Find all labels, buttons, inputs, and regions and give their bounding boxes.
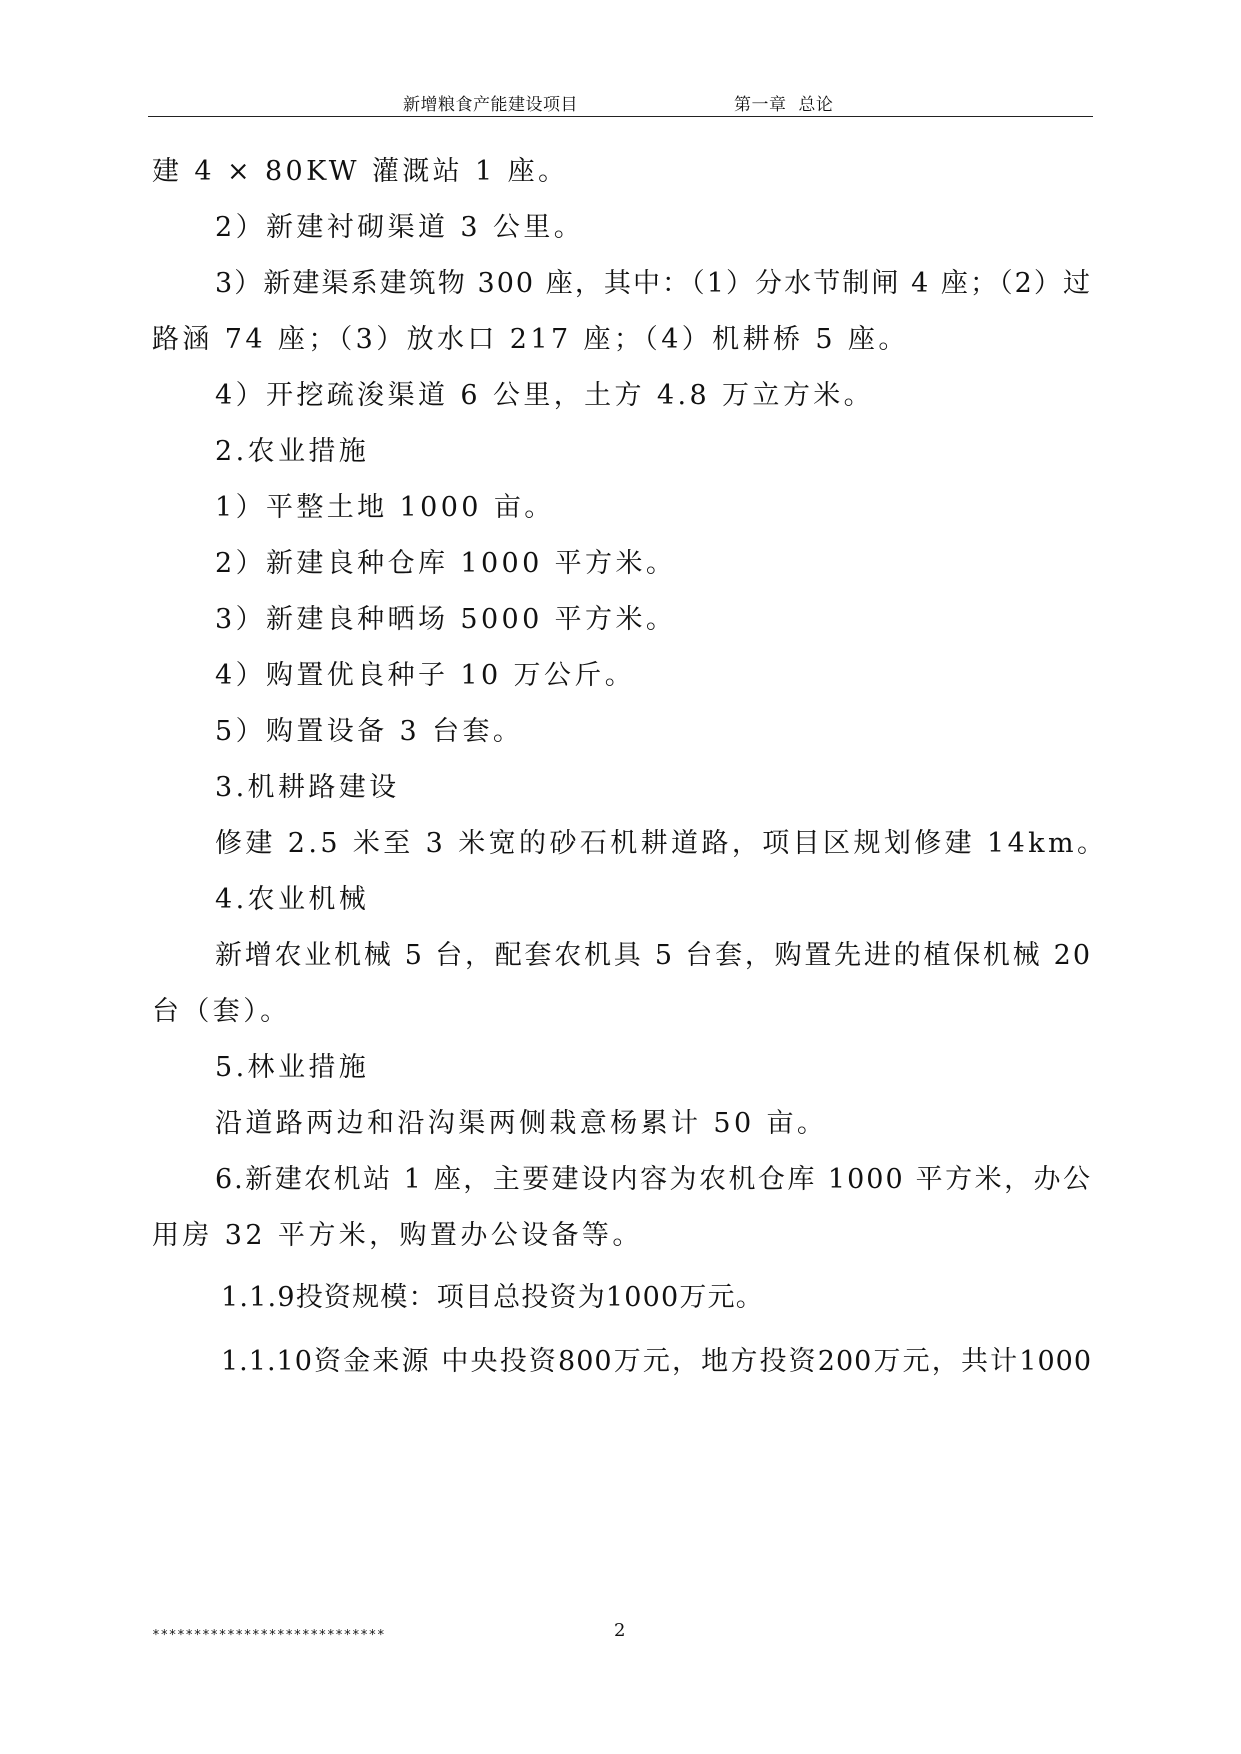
body-line-20: 用房 32 平方米，购置办公设备等。	[152, 1220, 643, 1251]
body-line-1: 建 4 × 80KW 灌溉站 1 座。	[152, 156, 569, 187]
body-line-2: 2）新建衬砌渠道 3 公里。	[215, 212, 585, 243]
body-line-11: 5）购置设备 3 台套。	[215, 716, 524, 747]
page-number: 2	[614, 1620, 626, 1641]
body-line-5: 4）开挖疏浚渠道 6 公里，土方 4.8 万立方米。	[215, 380, 875, 411]
body-line-19: 6.新建农机站 1 座，主要建设内容为农机仓库 1000 平方米，办公	[215, 1164, 1092, 1195]
body-line-7: 1）平整土地 1000 亩。	[215, 492, 555, 523]
body-line-18: 沿道路两边和沿沟渠两侧栽意杨累计 50 亩。	[215, 1108, 828, 1139]
section-heading-agriculture: 2.农业措施	[215, 436, 370, 467]
body-line-10: 4）购置优良种子 10 万公斤。	[215, 660, 636, 691]
page-header	[148, 86, 1093, 117]
header-project-title: 新增粮食产能建设项目	[403, 95, 578, 115]
section-heading-machinery: 4.农业机械	[215, 884, 370, 915]
body-line-16: 台（套）。	[152, 996, 291, 1027]
footer-stars: ****************************	[152, 1628, 386, 1643]
body-line-9: 3）新建良种晒场 5000 平方米。	[215, 604, 677, 635]
body-line-15: 新增农业机械 5 台，配套农机具 5 台套，购置先进的植保机械 20	[215, 940, 1092, 971]
section-heading-road: 3.机耕路建设	[215, 772, 400, 803]
body-line-8: 2）新建良种仓库 1000 平方米。	[215, 548, 677, 579]
section-heading-forestry: 5.林业措施	[215, 1052, 370, 1083]
body-line-13: 修建 2.5 米至 3 米宽的砂石机耕道路，项目区规划修建 14km。	[215, 828, 1108, 859]
body-line-3: 3）新建渠系建筑物 300 座，其中：（1）分水节制闸 4 座；（2）过	[215, 268, 1092, 299]
funding-source-line: 1.1.10资金来源 中央投资800万元，地方投资200万元，共计1000	[221, 1346, 1092, 1377]
investment-scale-line: 1.1.9投资规模：项目总投资为1000万元。	[221, 1282, 765, 1313]
body-line-4: 路涵 74 座；（3）放水口 217 座；（4）机耕桥 5 座。	[152, 324, 909, 355]
header-chapter-title: 第一章 总论	[734, 95, 834, 115]
